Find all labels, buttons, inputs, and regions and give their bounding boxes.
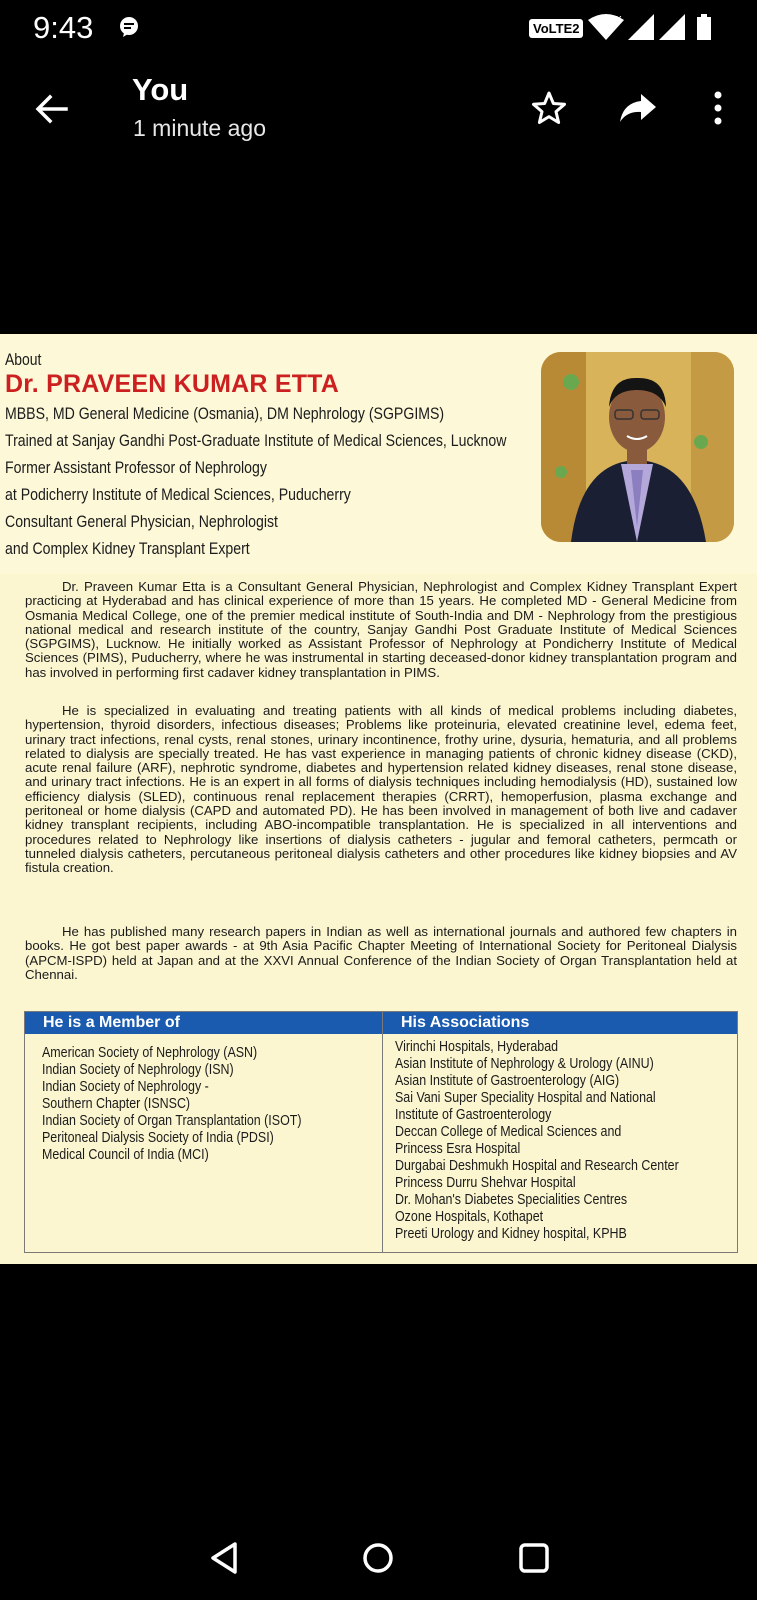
list-item: Sai Vani Super Speciality Hospital and National [395, 1089, 656, 1106]
list-item: Southern Chapter (ISNSC) [42, 1095, 191, 1112]
volte-badge: VoLTE2 [529, 19, 583, 38]
message-icon [118, 16, 140, 38]
home-circle-icon[interactable] [358, 1538, 398, 1578]
list-item: Preeti Urology and Kidney hospital, KPHB [395, 1225, 627, 1242]
list-item: Indian Society of Nephrology - [42, 1078, 209, 1095]
list-item: American Society of Nephrology (ASN) [42, 1044, 258, 1061]
credential-line: Consultant General Physician, Nephrologist [5, 512, 278, 531]
list-item: Deccan College of Medical Sciences and [395, 1123, 622, 1140]
sender-title: You [132, 72, 189, 107]
bio-paragraph: He is specialized in evaluating and treating patients with all kinds of medical problems including diabetes, hypertension, thyroid disorders, infectious diseases; Problems like proteinuria, elevated creatinine level, edema feet, urinary tract infections, renal cysts, renal stones, urinary incontinence, frothy urine, dysuria, hematuria, and all problems related to dialysis are specially treated. He has vast experience in managing patients of chronic kidney disease (CKD), acute renal failure (ARF), nephrotic syndrome, diabetes and hypertension related kidney diseases, renal stone disease, and urinary tract infections. He is an expert in all forms of dialysis techniques including hemodialysis (HD), sustained low efficiency dialysis (SLED), continuous renal replacement therapies (CRRT), hemoperfusion, plasma exchange and peritoneal or home dialysis (CAPD and automated PD). He has been involved in management of both live and cadaver kidney transplant recipients, including ABO-incompatible transplantation. He is specialized in all interventions and procedures related to Nephrology like insertions of dialysis catheters - jugular and femoral catheters, permcath or tunneled dialysis catheters, percutaneous peritoneal dialysis catheters and other procedures like kidney biopsies and AV fistula creation. [25, 703, 737, 876]
status-time: 9:43 [33, 10, 94, 45]
member-list [42, 1044, 302, 1163]
member-header: He is a Member of [25, 1012, 382, 1034]
bio-paragraph: He has published many research papers in Indian as well as international journals and authored few chapters in books. He got best paper awards - at 9th Asia Pacific Chapter Meeting of International Society for Peritoneal Dialysis (APCM-ISPD) held at Japan and at the XXVI Annual Conference of the Indian Society of Organ Transplantation held at Chennai. [25, 924, 737, 982]
list-item: Ozone Hospitals, Kothapet [395, 1208, 544, 1225]
column-divider [382, 1012, 383, 1252]
list-item: Asian Institute of Gastroenterology (AIG) [395, 1072, 620, 1089]
app-bar [0, 56, 757, 156]
bio-paragraph: Dr. Praveen Kumar Etta is a Consultant General Physician, Nephrologist and Complex Kidney Transplant Expert practicing at Hyderabad and has clinical experience of more than 15 years. He completed MD - General Medicine from Osmania Medical College, one of the premier medical institute of South-India and DM - Nephrology from the prestigious national medical and research institute of the country, Sanjay Gandhi Post Graduate Institute of Medical Sciences (SGPGIMS), Lucknow. He initially worked as Assistant Professor of Nephrology at Pondicherry Institute of Medical Sciences (PIMS), Puducherry, where he was instrumental in starting deceased-donor kidney transplantation program and has involved in performing first cadaver kidney transplantation in PIMS. [25, 579, 737, 680]
credential-line: and Complex Kidney Transplant Expert [5, 539, 250, 558]
list-item: Peritoneal Dialysis Society of India (PDSI) [42, 1129, 274, 1146]
share-icon[interactable] [619, 92, 657, 124]
back-arrow-icon[interactable] [34, 92, 68, 126]
doctor-photo [541, 352, 734, 542]
list-item: Asian Institute of Nephrology & Urology (AINU) [395, 1055, 654, 1072]
list-item: Indian Society of Nephrology (ISN) [42, 1061, 234, 1078]
associations-list [395, 1038, 679, 1242]
list-item: Indian Society of Organ Transplantation (ISOT) [42, 1112, 302, 1129]
associations-header: His Associations [383, 1012, 737, 1034]
list-item: Virinchi Hospitals, Hyderabad [395, 1038, 559, 1055]
doc-header [0, 334, 757, 574]
list-item: Princess Esra Hospital [395, 1140, 521, 1157]
more-vert-icon[interactable] [708, 90, 728, 126]
list-item: Medical Council of India (MCI) [42, 1146, 209, 1163]
list-item: Institute of Gastroenterology [395, 1106, 552, 1123]
credential-line: Former Assistant Professor of Nephrology [5, 458, 267, 477]
status-bar [0, 0, 757, 56]
credential-line: Trained at Sanjay Gandhi Post-Graduate Institute of Medical Sciences, Lucknow [5, 431, 507, 450]
wifi-icon [588, 14, 624, 40]
battery-icon [697, 14, 711, 40]
about-label: About [5, 350, 42, 369]
back-triangle-icon[interactable] [205, 1538, 245, 1578]
membership-table [24, 1011, 738, 1253]
signal-icon [628, 14, 654, 40]
signal-icon [659, 14, 685, 40]
shared-image[interactable] [0, 334, 757, 1264]
credential-line: MBBS, MD General Medicine (Osmania), DM Nephrology (SGPGIMS) [5, 404, 445, 423]
list-item: Durgabai Deshmukh Hospital and Research Center [395, 1157, 679, 1174]
star-icon[interactable] [531, 90, 567, 126]
svg-text:x: x [616, 14, 622, 25]
list-item: Dr. Mohan's Diabetes Specialities Centres [395, 1191, 628, 1208]
credential-line: at Podicherry Institute of Medical Sciences, Puducherry [5, 485, 351, 504]
recents-square-icon[interactable] [514, 1538, 554, 1578]
timestamp: 1 minute ago [133, 115, 266, 141]
list-item: Princess Durru Shehvar Hospital [395, 1174, 576, 1191]
doctor-name: Dr. PRAVEEN KUMAR ETTA [5, 370, 340, 398]
system-nav-bar [0, 1520, 757, 1600]
